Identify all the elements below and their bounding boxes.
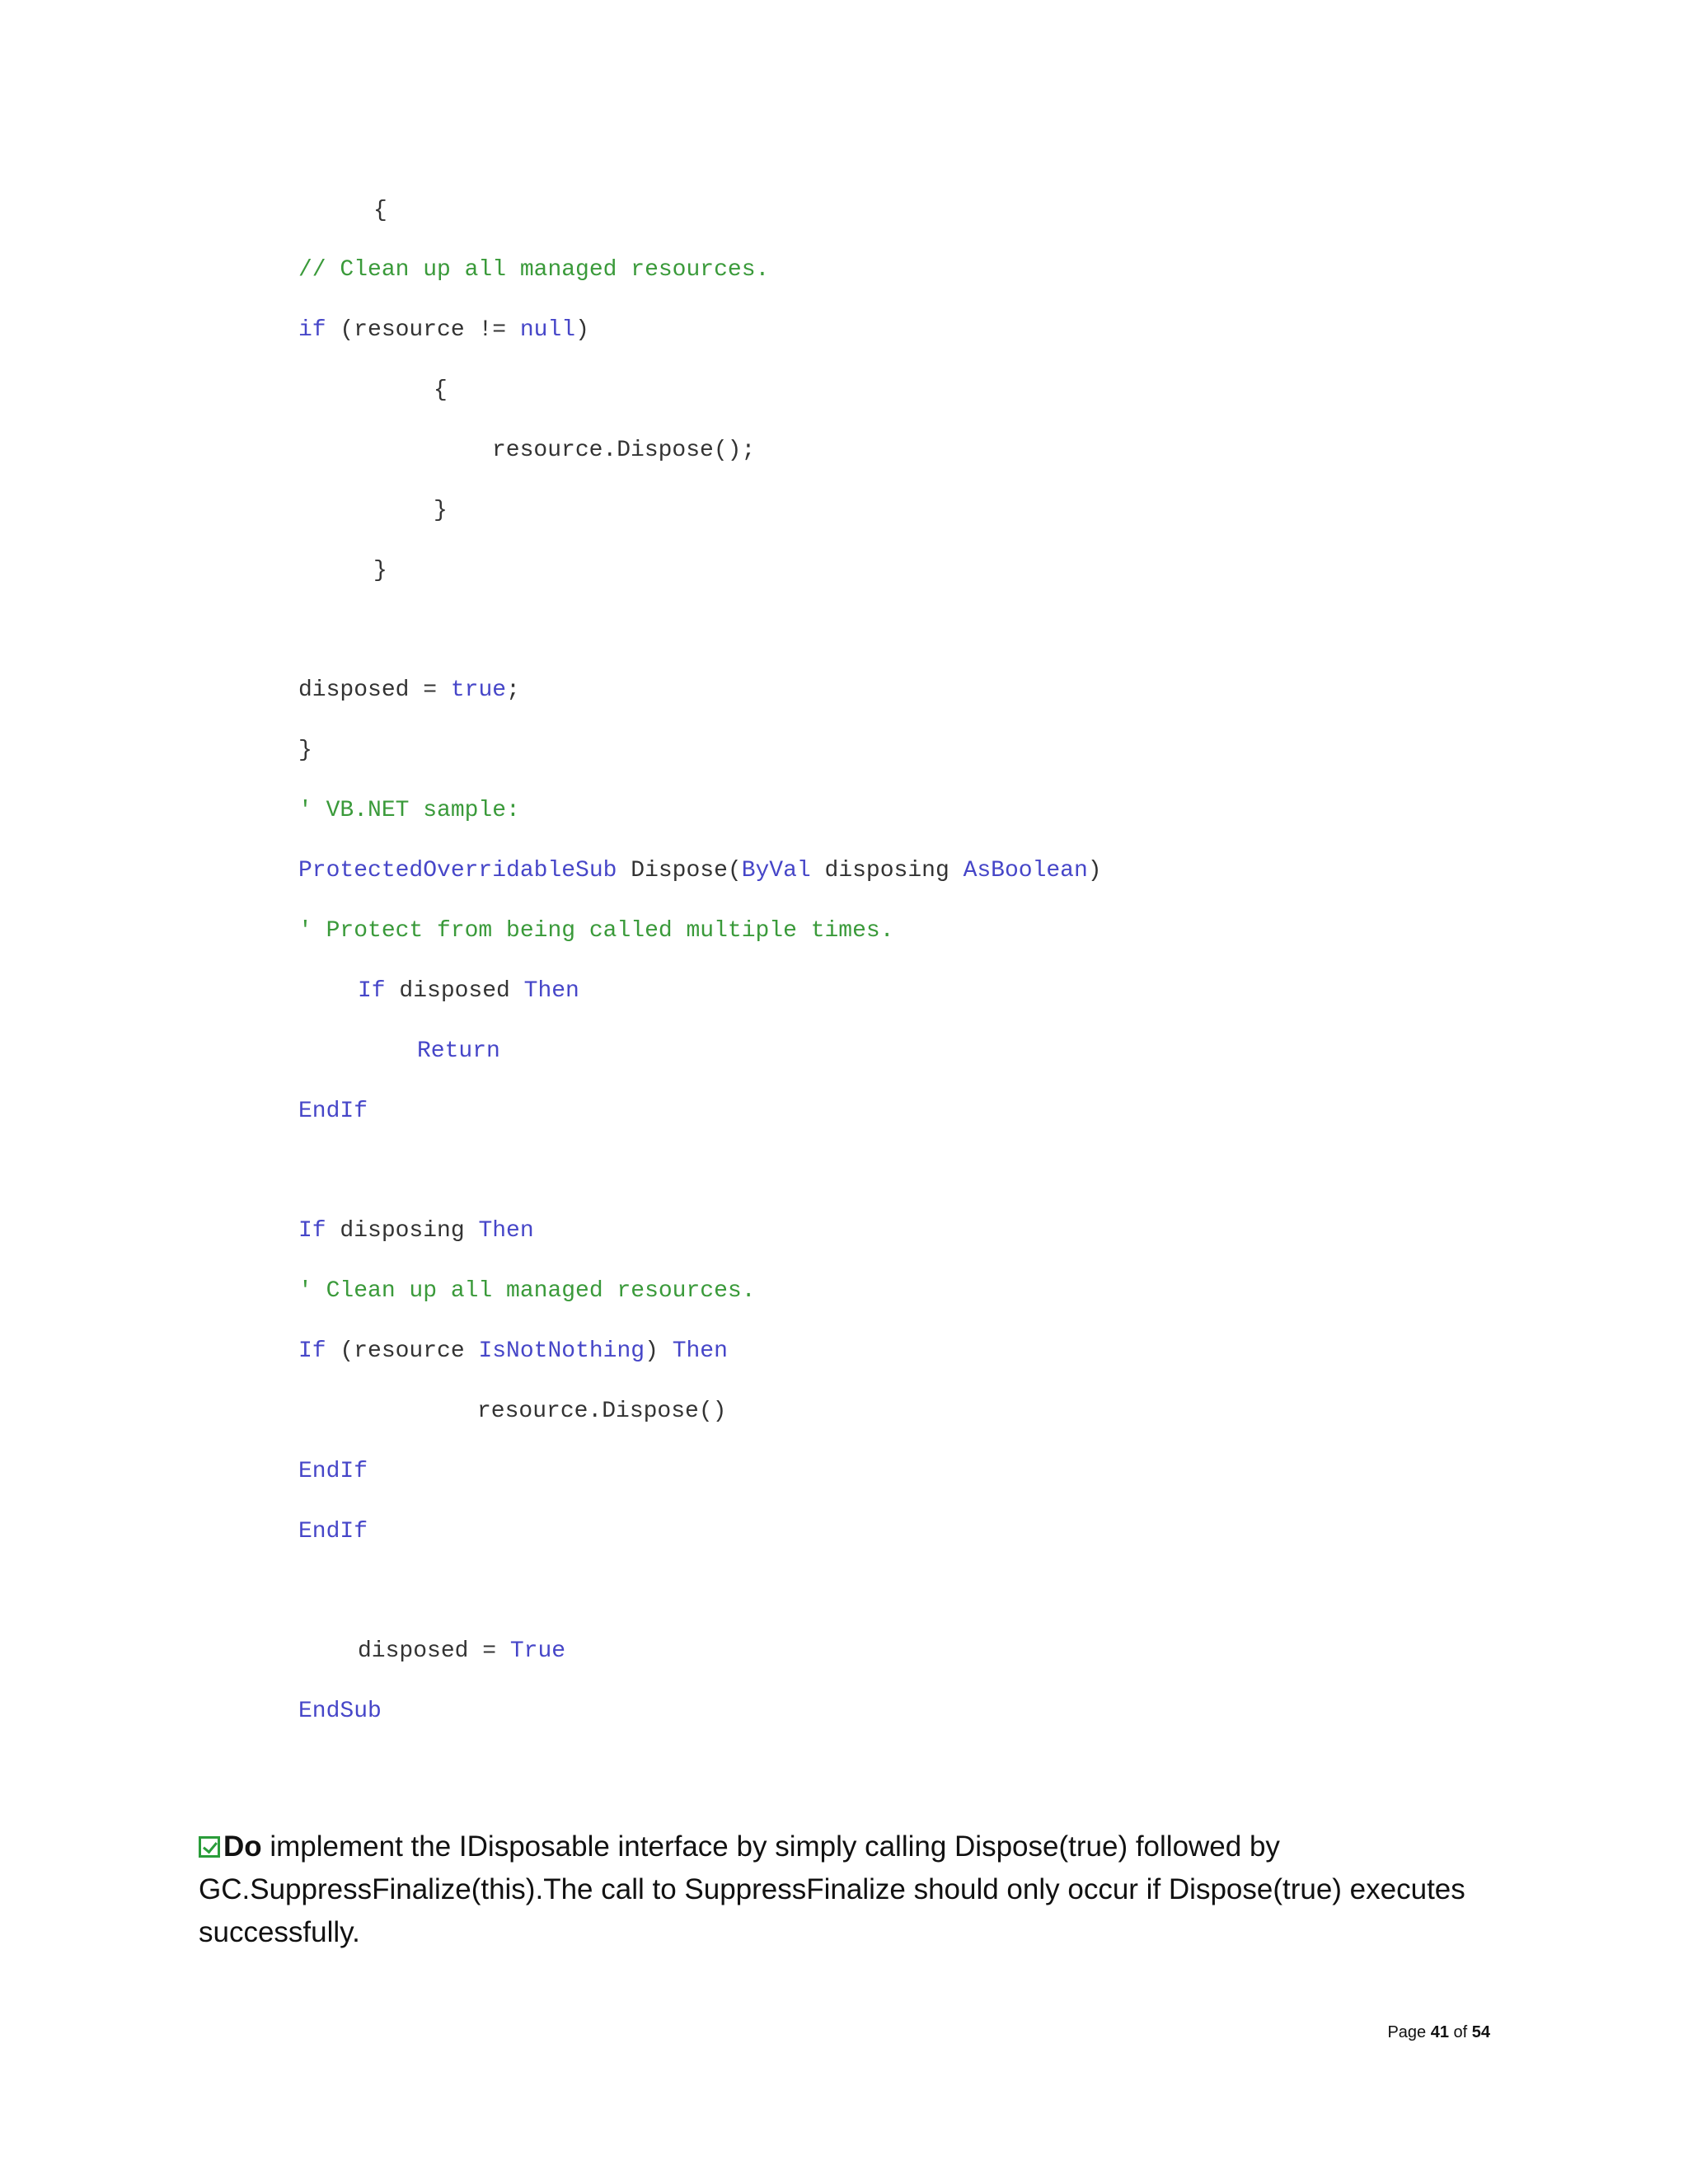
- guideline-paragraph: [199, 1825, 1484, 1954]
- code-keyword: if: [298, 317, 326, 343]
- guideline-text: implement the IDisposable interface by simply calling Dispose(true) followed by GC.SuppressFinalize(this).The call to SuppressFinalize should only occur if Dispose(true) executes successfully.: [199, 1830, 1465, 1948]
- current-page: 41: [1430, 2023, 1449, 2041]
- code-line: [358, 1637, 565, 1666]
- code-line: [298, 1097, 368, 1127]
- code-text: ): [1087, 858, 1102, 883]
- code-keyword: EndSub: [298, 1699, 382, 1724]
- code-text: ;: [506, 677, 520, 703]
- code-text: }: [434, 498, 448, 523]
- code-line: [434, 496, 448, 526]
- code-line: [358, 977, 579, 1006]
- code-comment: ' Protect from being called multiple times.: [298, 918, 894, 944]
- code-line: [298, 916, 894, 946]
- code-comment: ' Clean up all managed resources.: [298, 1278, 756, 1304]
- code-line: [298, 255, 769, 285]
- code-text: }: [373, 558, 387, 583]
- code-keyword: ByVal: [741, 858, 811, 883]
- total-pages: 54: [1471, 2023, 1490, 2041]
- code-text: disposed =: [298, 677, 451, 703]
- code-line: [492, 436, 755, 466]
- code-text: (resource !=: [326, 317, 520, 343]
- code-line: [298, 1697, 382, 1727]
- code-text: resource.Dispose(): [477, 1399, 727, 1424]
- code-keyword: ProtectedOverridableSub: [298, 858, 617, 883]
- code-text: ): [645, 1338, 673, 1364]
- code-line: [373, 196, 387, 226]
- code-line: [298, 1457, 368, 1487]
- code-text: }: [298, 738, 312, 763]
- code-keyword: AsBoolean: [963, 858, 1088, 883]
- code-line: [417, 1037, 500, 1066]
- code-text: disposed =: [358, 1638, 510, 1664]
- code-text: Dispose(: [617, 858, 742, 883]
- code-keyword: Then: [478, 1218, 534, 1244]
- code-text: disposing: [810, 858, 964, 883]
- code-line: [477, 1397, 726, 1427]
- code-line: [298, 736, 312, 766]
- page-of: of: [1448, 2023, 1472, 2041]
- code-line: [298, 316, 589, 345]
- page-number: [1387, 2023, 1490, 2042]
- code-keyword: If: [298, 1218, 326, 1244]
- code-text: resource.Dispose();: [492, 438, 756, 463]
- code-line: [434, 376, 448, 405]
- code-line: [298, 676, 520, 705]
- code-text: {: [434, 377, 448, 403]
- code-keyword: null: [519, 317, 576, 343]
- code-comment: // Clean up all managed resources.: [298, 257, 770, 283]
- code-keyword: EndIf: [298, 1459, 368, 1484]
- code-comment: ' VB.NET sample:: [298, 798, 520, 823]
- code-line: [298, 1337, 728, 1366]
- code-keyword: True: [509, 1638, 566, 1664]
- code-line: [298, 1517, 368, 1547]
- code-keyword: If: [358, 978, 386, 1004]
- code-line: [298, 856, 1102, 886]
- guideline-label: Do: [223, 1830, 262, 1863]
- code-keyword: IsNotNothing: [478, 1338, 645, 1364]
- code-text: disposed: [385, 978, 524, 1004]
- code-text: {: [373, 198, 387, 223]
- code-keyword: Return: [417, 1038, 500, 1064]
- code-line: [298, 1216, 534, 1246]
- code-keyword: EndIf: [298, 1099, 368, 1124]
- code-keyword: If: [298, 1338, 326, 1364]
- code-text: disposing: [326, 1218, 479, 1244]
- code-keyword: true: [450, 677, 507, 703]
- code-line: [373, 556, 387, 586]
- code-text: (resource: [326, 1338, 479, 1364]
- code-keyword: Then: [523, 978, 579, 1004]
- checkbox-checked-icon: [199, 1836, 220, 1858]
- code-keyword: Then: [672, 1338, 728, 1364]
- code-keyword: EndIf: [298, 1519, 368, 1544]
- page-prefix: Page: [1387, 2023, 1431, 2041]
- code-line: [298, 1277, 756, 1306]
- code-text: ): [575, 317, 589, 343]
- code-line: [298, 796, 520, 826]
